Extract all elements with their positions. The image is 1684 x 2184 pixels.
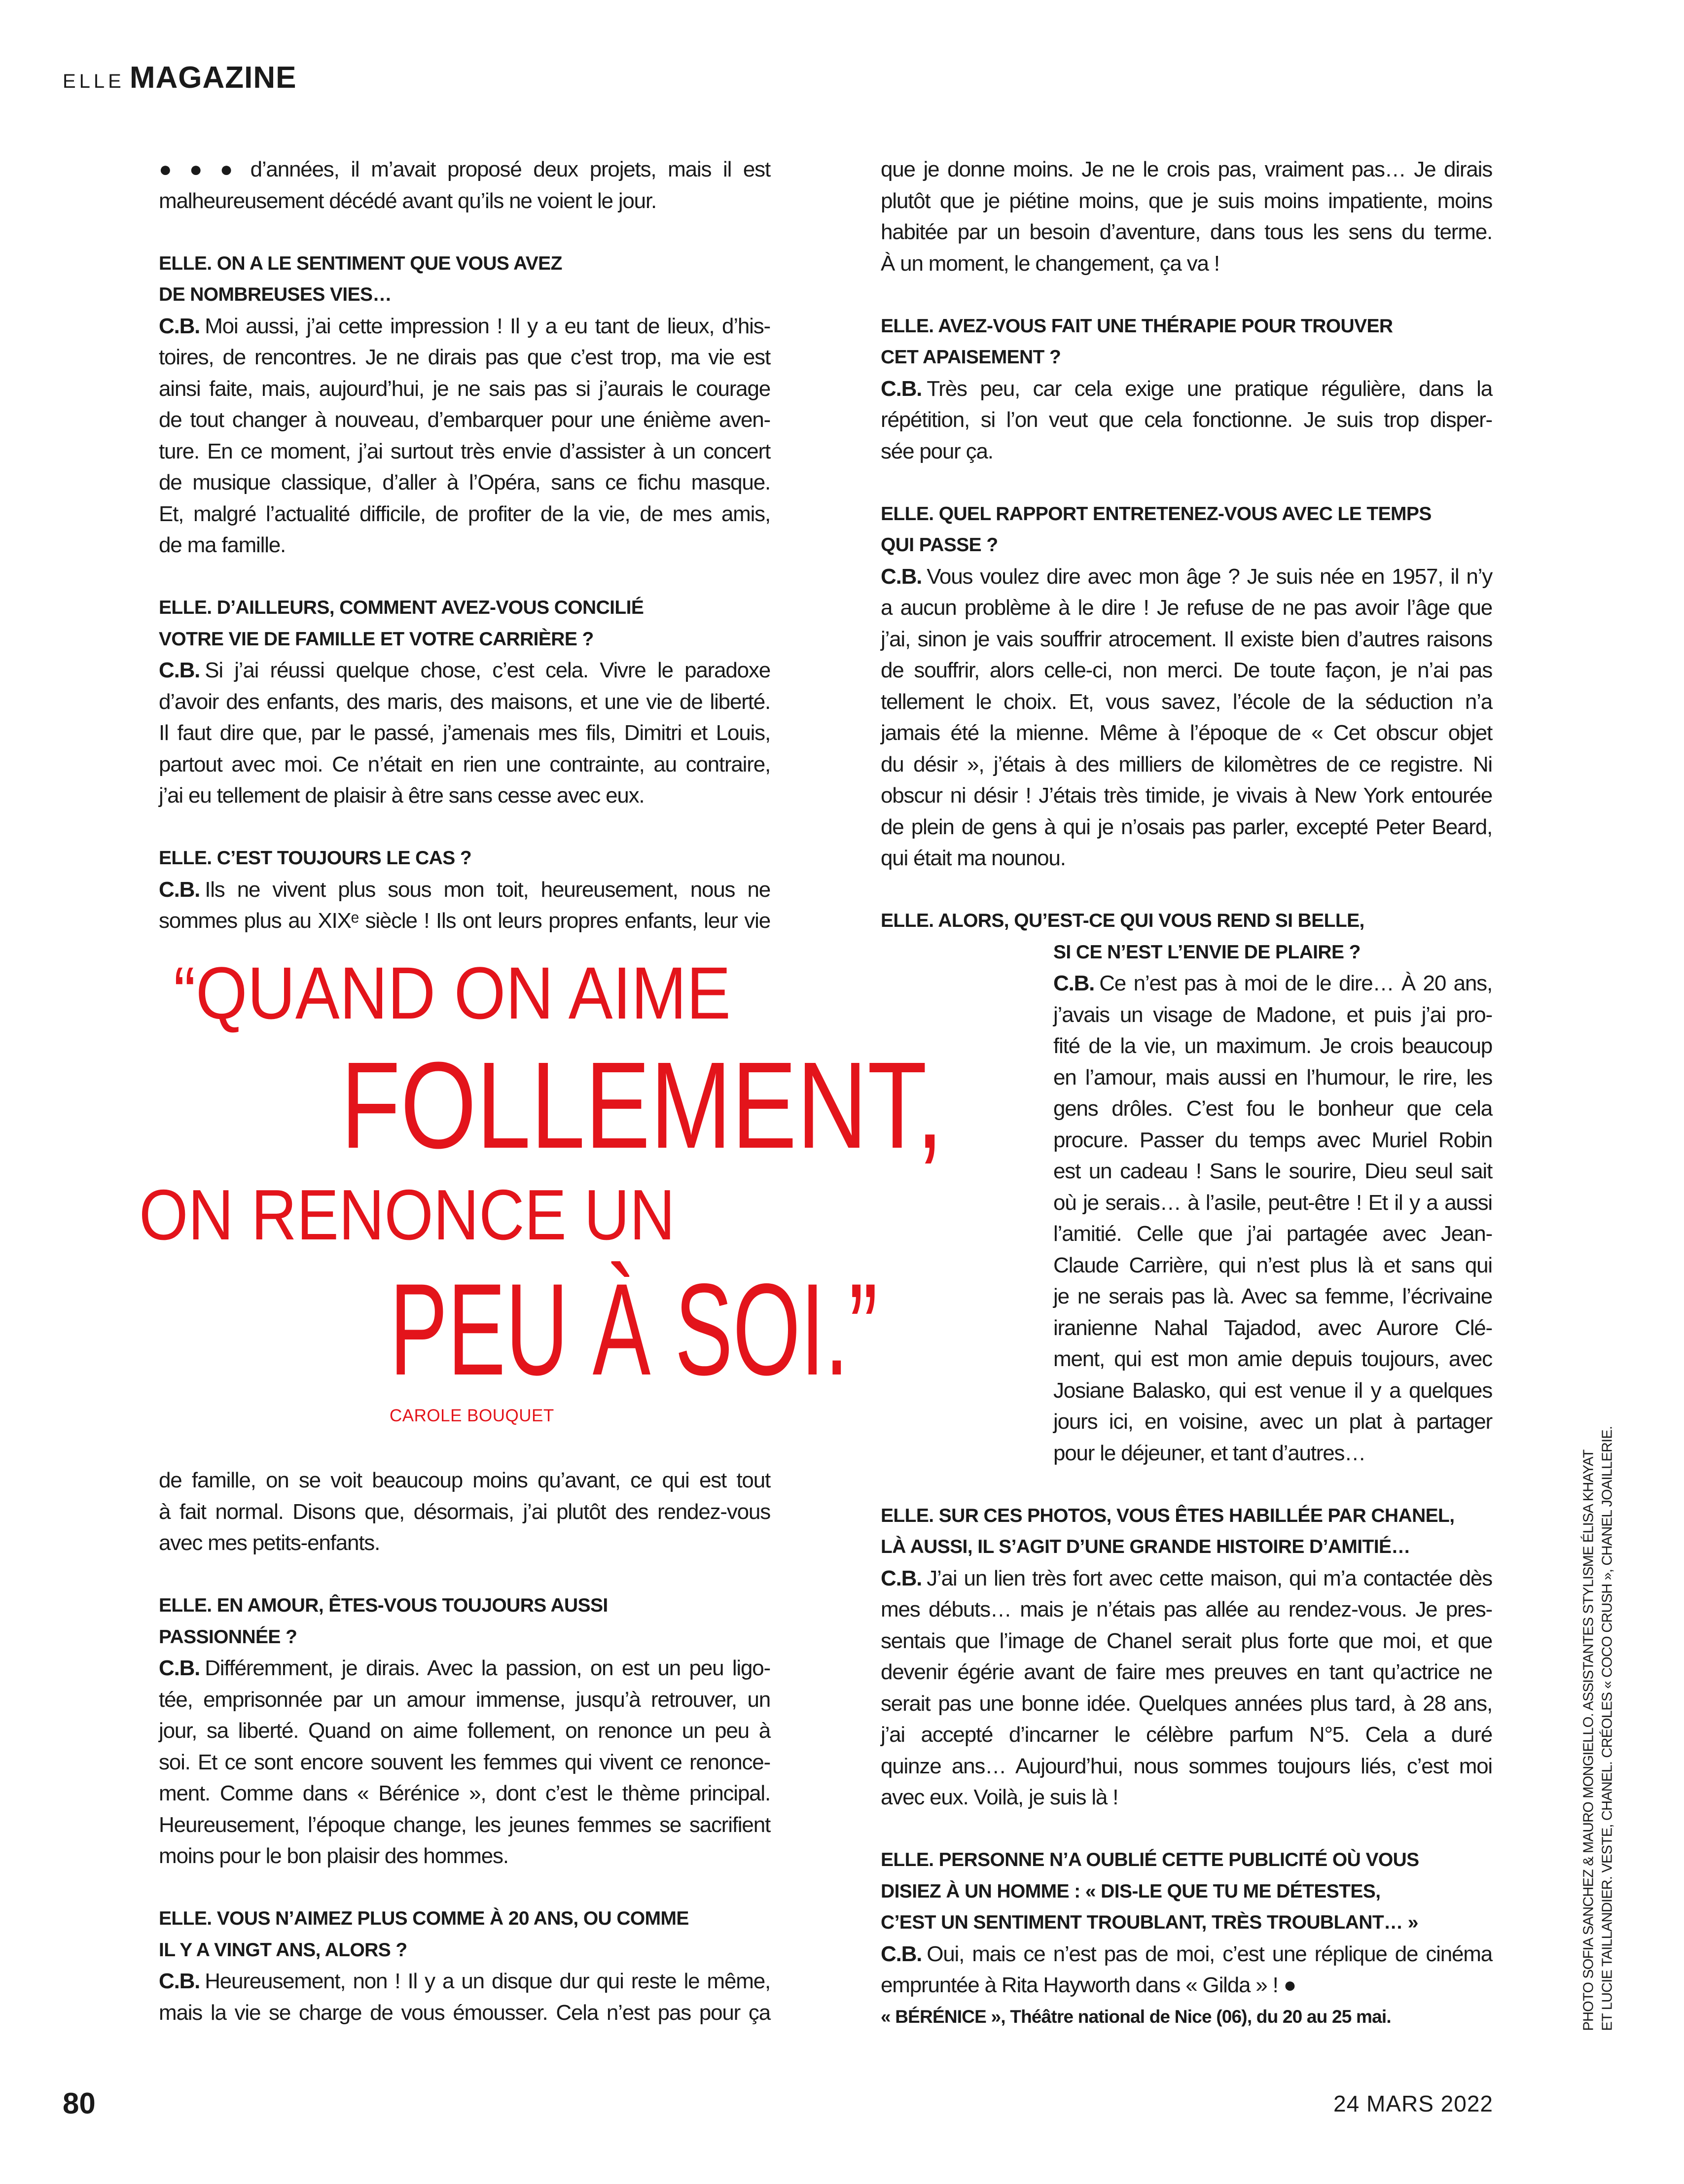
text-line: C.B. Si j’ai réussi quelque chose, c’est cela. Vivre le paradoxe <box>159 658 770 682</box>
answer-lead: C.B. <box>881 564 922 589</box>
text-line: DISIEZ À UN HOMME : « DIS-LE QUE TU ME DÉTESTES, <box>881 1880 1381 1902</box>
text-line: ELLE. VOUS N’AIMEZ PLUS COMME À 20 ANS, OU COMME <box>159 1908 689 1929</box>
text-line: C.B. Très peu, car cela exige une pratique régulière, dans la <box>881 376 1492 401</box>
text-line: pour le déjeuner, et tant d’autres… <box>1053 1441 1366 1465</box>
interview-question <box>159 1590 770 1653</box>
interview-answer <box>159 1653 770 1872</box>
text-line: est un cadeau ! Sans le sourire, Dieu seul sait <box>1053 1159 1492 1183</box>
text-line: C.B. Différemment, je dirais. Avec la passion, on est un peu ligo- <box>159 1656 770 1680</box>
text-line: QUI PASSE ? <box>881 534 998 556</box>
interview-answer <box>159 1966 770 2028</box>
text-line: jamais été la mienne. Même à l’époque de « Cet obscur objet <box>881 721 1492 745</box>
text-line: SI CE N’EST L’ENVIE DE PLAIRE ? <box>1053 941 1361 963</box>
text-line: moins pour le bon plaisir des hommes. <box>159 1844 508 1868</box>
text-line: ELLE. D’AILLEURS, COMMENT AVEZ-VOUS CONCILIÉ <box>159 597 644 618</box>
text-line: PASSIONNÉE ? <box>159 1626 297 1648</box>
text-line: mes débuts… mais je n’étais pas allée au rendez-vous. Je pres- <box>881 1597 1492 1621</box>
text-line: du désir », j’étais à des milliers de kilomètres de ce registre. Ni <box>881 752 1492 776</box>
pull-quote-line-4: PEU À SOI.” <box>390 1257 878 1403</box>
text-line: Heureusement, l’époque change, les jeunes femmes se sacrifient <box>159 1812 770 1837</box>
text-line: d’avoir des enfants, des maris, des maisons, et une vie de liberté. <box>159 689 770 714</box>
text-line: ELLE. ALORS, QU’EST-CE QUI VOUS REND SI BELLE, <box>881 910 1364 931</box>
text-line: je ne serais pas là. Avec sa femme, l’écrivaine <box>1053 1284 1492 1308</box>
text-line: ture. En ce moment, j’ai surtout très envie d’assister à un concert <box>159 439 770 463</box>
interview-question <box>881 1500 1492 1563</box>
text-line: VOTRE VIE DE FAMILLE ET VOTRE CARRIÈRE ? <box>159 628 594 650</box>
text-line: sommes plus au XIXᵉ siècle ! Ils ont leurs propres enfants, leur vie <box>159 909 770 933</box>
text-line: ELLE. AVEZ-VOUS FAIT UNE THÉRAPIE POUR TROUVER <box>881 315 1393 337</box>
text-line: habitée par un besoin d’aventure, dans tous les sens du terme. <box>881 220 1492 244</box>
text-line: C.B. Ils ne vivent plus sous mon toit, heureusement, nous ne <box>159 877 770 902</box>
text-line: C.B. J’ai un lien très fort avec cette maison, qui m’a contactée dès <box>881 1566 1492 1590</box>
text-line: C.B. Moi aussi, j’ai cette impression ! Il y a eu tant de lieux, d’his- <box>159 314 770 338</box>
answer-lead: C.B. <box>159 658 200 682</box>
text-line: C’EST UN SENTIMENT TROUBLANT, TRÈS TROUBLANT… » <box>881 1912 1418 1933</box>
text-line: a aucun problème à le dire ! Je refuse de ne pas avoir l’âge que <box>881 596 1492 620</box>
text-line: procure. Passer du temps avec Muriel Robin <box>1053 1127 1492 1152</box>
text-line: ment. Comme dans « Bérénice », dont c’est le thème principal. <box>159 1781 770 1805</box>
text-line: j’ai, sinon je vais souffrir atrocement. Il existe bien d’autres raisons <box>881 627 1492 651</box>
pull-quote-line-2: FOLLEMENT, <box>341 1036 943 1174</box>
text-line: jours ici, en voisine, avec un plat à partager <box>1053 1409 1492 1434</box>
text-line: ELLE. ON A LE SENTIMENT QUE VOUS AVEZ <box>159 252 562 274</box>
text-line: ELLE. QUEL RAPPORT ENTRETENEZ-VOUS AVEC LE TEMPS <box>881 503 1432 525</box>
answer-lead: C.B. <box>881 1941 922 1966</box>
answer-lead: C.B. <box>881 376 922 401</box>
text-line: fité de la vie, un maximum. Je crois beaucoup <box>1053 1034 1492 1058</box>
credit-line: PHOTO SOFIA SANCHEZ & MAURO MONGIELLO. ASSISTANTES STYLISME ÉLISA KHAYAT <box>1580 1449 1597 2031</box>
text-line: j’ai eu tellement de plaisir à être sans cesse avec eux. <box>159 783 645 808</box>
paragraph <box>159 1465 770 1559</box>
text-line: iranienne Nahal Tajadod, avec Aurore Clé- <box>1053 1315 1492 1340</box>
text-line: j’ai accepté d’incarner le célèbre parfum N°5. Cela a duré <box>881 1723 1492 1747</box>
text-line: devenir égérie avant de faire mes preuves en tant qu’actrice ne <box>881 1660 1492 1684</box>
text-line: Il faut dire que, par le passé, j’amenais mes fils, Dimitri et Louis, <box>159 721 770 745</box>
text-line: qui était ma nounou. <box>881 846 1066 870</box>
text-line: ELLE. EN AMOUR, ÊTES-VOUS TOUJOURS AUSSI <box>159 1595 608 1616</box>
text-line: gens drôles. C’est fou le bonheur que cela <box>1053 1096 1492 1121</box>
text-line: de tout changer à nouveau, d’embarquer pour une énième aven- <box>159 408 770 432</box>
pull-quote <box>0 0 986 1430</box>
left-column-bottom <box>159 1465 770 2028</box>
photo-credits <box>1579 1426 1617 2031</box>
text-line: C.B. Heureusement, non ! Il y a un disque dur qui reste le même, <box>159 1969 770 1993</box>
text-line: que je donne moins. Je ne le crois pas, vraiment pas… Je dirais <box>881 157 1492 181</box>
section-title: MAGAZINE <box>129 61 297 95</box>
text-line: tellement le choix. Et, vous savez, l’école de la séduction n’a <box>881 689 1492 714</box>
text-line: jour, sa liberté. Quand on aime follement, on renonce un peu à <box>159 1719 770 1743</box>
text-line: ● ● ● d’années, il m’avait proposé deux projets, mais il est <box>159 157 770 181</box>
event-footnote <box>881 2001 1492 2033</box>
text-line: sentais que l’image de Chanel serait plus forte que moi, et que <box>881 1628 1492 1653</box>
text-line: de souffrir, alors celle-ci, non merci. De toute façon, je n’ai pas <box>881 658 1492 682</box>
interview-answer <box>881 1563 1492 1813</box>
text-line: À un moment, le changement, ça va ! <box>881 251 1219 276</box>
interview-question <box>881 1844 1492 1938</box>
text-line: l’amitié. Celle que j’ai partagée avec Jean- <box>1053 1222 1492 1246</box>
text-line: DE NOMBREUSES VIES… <box>159 284 392 305</box>
text-line: plutôt que je piétine moins, que je suis moins impatiente, moins <box>881 188 1492 213</box>
text-line: à fait normal. Disons que, désormais, j’ai plutôt des rendez-vous <box>159 1499 770 1524</box>
text-line: C.B. Oui, mais ce n’est pas de moi, c’est une réplique de cinéma <box>881 1941 1492 1966</box>
text-line: malheureusement décédé avant qu’ils ne voient le jour. <box>159 188 656 213</box>
text-line: soi. Et ce sont encore souvent les femmes qui vivent ce renonce- <box>159 1750 770 1774</box>
text-line: ment, qui est mon amie depuis toujours, avec <box>1053 1347 1492 1371</box>
text-line: LÀ AUSSI, IL S’AGIT D’UNE GRANDE HISTOIRE D’AMITIÉ… <box>881 1536 1410 1557</box>
interview-answer <box>881 1938 1492 2033</box>
text-line: ainsi faite, mais, aujourd’hui, je ne sais pas si j’aurais le courage <box>159 376 770 401</box>
text-line: répétition, si l’on veut que cela fonctionne. Je suis trop disper- <box>881 408 1492 432</box>
text-line: j’avais un visage de Madone, et puis j’ai pro- <box>1053 1002 1492 1027</box>
text-line: de famille, on se voit beaucoup moins qu’avant, ce qui est tout <box>159 1468 770 1492</box>
interview-question <box>159 1903 770 1966</box>
text-line: Claude Carrière, qui n’est plus là et sans qui <box>1053 1253 1492 1277</box>
text-line: toires, de rencontres. Je ne dirais pas que c’est trop, ma vie est <box>159 345 770 369</box>
answer-lead: C.B. <box>1053 971 1095 995</box>
text-line: tée, emprisonnée par un amour immense, jusqu’à retrouver, un <box>159 1687 770 1712</box>
text-line: en l’amour, mais aussi en l’humour, le rire, les <box>1053 1065 1492 1090</box>
text-line: ELLE. PERSONNE N’A OUBLIÉ CETTE PUBLICITÉ OÙ VOUS <box>881 1849 1419 1870</box>
text-line: serait pas une bonne idée. Quelques années plus tard, à 28 ans, <box>881 1691 1492 1716</box>
brand-logo: ELLE <box>63 70 125 92</box>
text-line: avec mes petits-enfants. <box>159 1531 380 1555</box>
answer-lead: C.B. <box>159 1969 200 1993</box>
pull-quote-line-3: ON RENONCE UN <box>139 1175 675 1255</box>
text-line: partout avec moi. Ce n’était en rien une contrainte, au contraire, <box>159 752 770 776</box>
answer-lead: C.B. <box>159 877 200 902</box>
answer-lead: C.B. <box>159 314 200 338</box>
text-line: ELLE. C’EST TOUJOURS LE CAS ? <box>159 847 472 869</box>
pull-quote-attribution: CAROLE BOUQUET <box>390 1406 554 1425</box>
issue-date: 24 MARS 2022 <box>1333 2091 1493 2116</box>
text-line: C.B. Ce n’est pas à moi de le dire… À 20 ans, <box>1053 971 1492 995</box>
text-line: Et, malgré l’actualité difficile, de profiter de la vie, de mes amis, <box>159 501 770 526</box>
text-line: ELLE. SUR CES PHOTOS, VOUS ÊTES HABILLÉE PAR CHANEL, <box>881 1505 1455 1526</box>
text-line: mais la vie se charge de vous émousser. Cela n’est pas pour ça <box>159 2000 770 2025</box>
page-number: 80 <box>63 2087 96 2120</box>
answer-lead: C.B. <box>159 1656 200 1680</box>
text-line: de ma famille. <box>159 533 286 557</box>
text-line: où je serais… à l’asile, peut-être ! Et il y a aussi <box>1053 1190 1492 1215</box>
text-line: CET APAISEMENT ? <box>881 347 1061 368</box>
pull-quote-line-1: “QUAND ON AIME <box>174 951 731 1034</box>
text-line: empruntée à Rita Hayworth dans « Gilda » ! ● <box>881 1973 1296 1997</box>
text-line: « BÉRÉNICE », Théâtre national de Nice (06), du 20 au 25 mai. <box>881 2006 1391 2027</box>
text-line: obscur ni désir ! J’étais très timide, je vivais à New York entourée <box>881 783 1492 808</box>
text-line: de plein de gens à qui je n’osais pas parler, excepté Peter Beard, <box>881 814 1492 839</box>
text-line: de musique classique, d’aller à l’Opéra, sans ce fichu masque. <box>159 470 770 494</box>
text-line: avec eux. Voilà, je suis là ! <box>881 1785 1118 1809</box>
text-line: sée pour ça. <box>881 439 993 463</box>
text-line: C.B. Vous voulez dire avec mon âge ? Je suis née en 1957, il n’y <box>881 564 1492 589</box>
text-line: quinze ans… Aujourd’hui, nous sommes toujours liés, c’est moi <box>881 1754 1492 1778</box>
text-line: IL Y A VINGT ANS, ALORS ? <box>159 1939 407 1961</box>
credit-line: ET LUCIE TAILLANDIER. VESTE, CHANEL. CRÉOLES « COCO CRUSH », CHANEL JOAILLERIE. <box>1599 1426 1615 2031</box>
text-line: Josiane Balasko, qui est venue il y a quelques <box>1053 1378 1492 1403</box>
answer-lead: C.B. <box>881 1566 922 1590</box>
